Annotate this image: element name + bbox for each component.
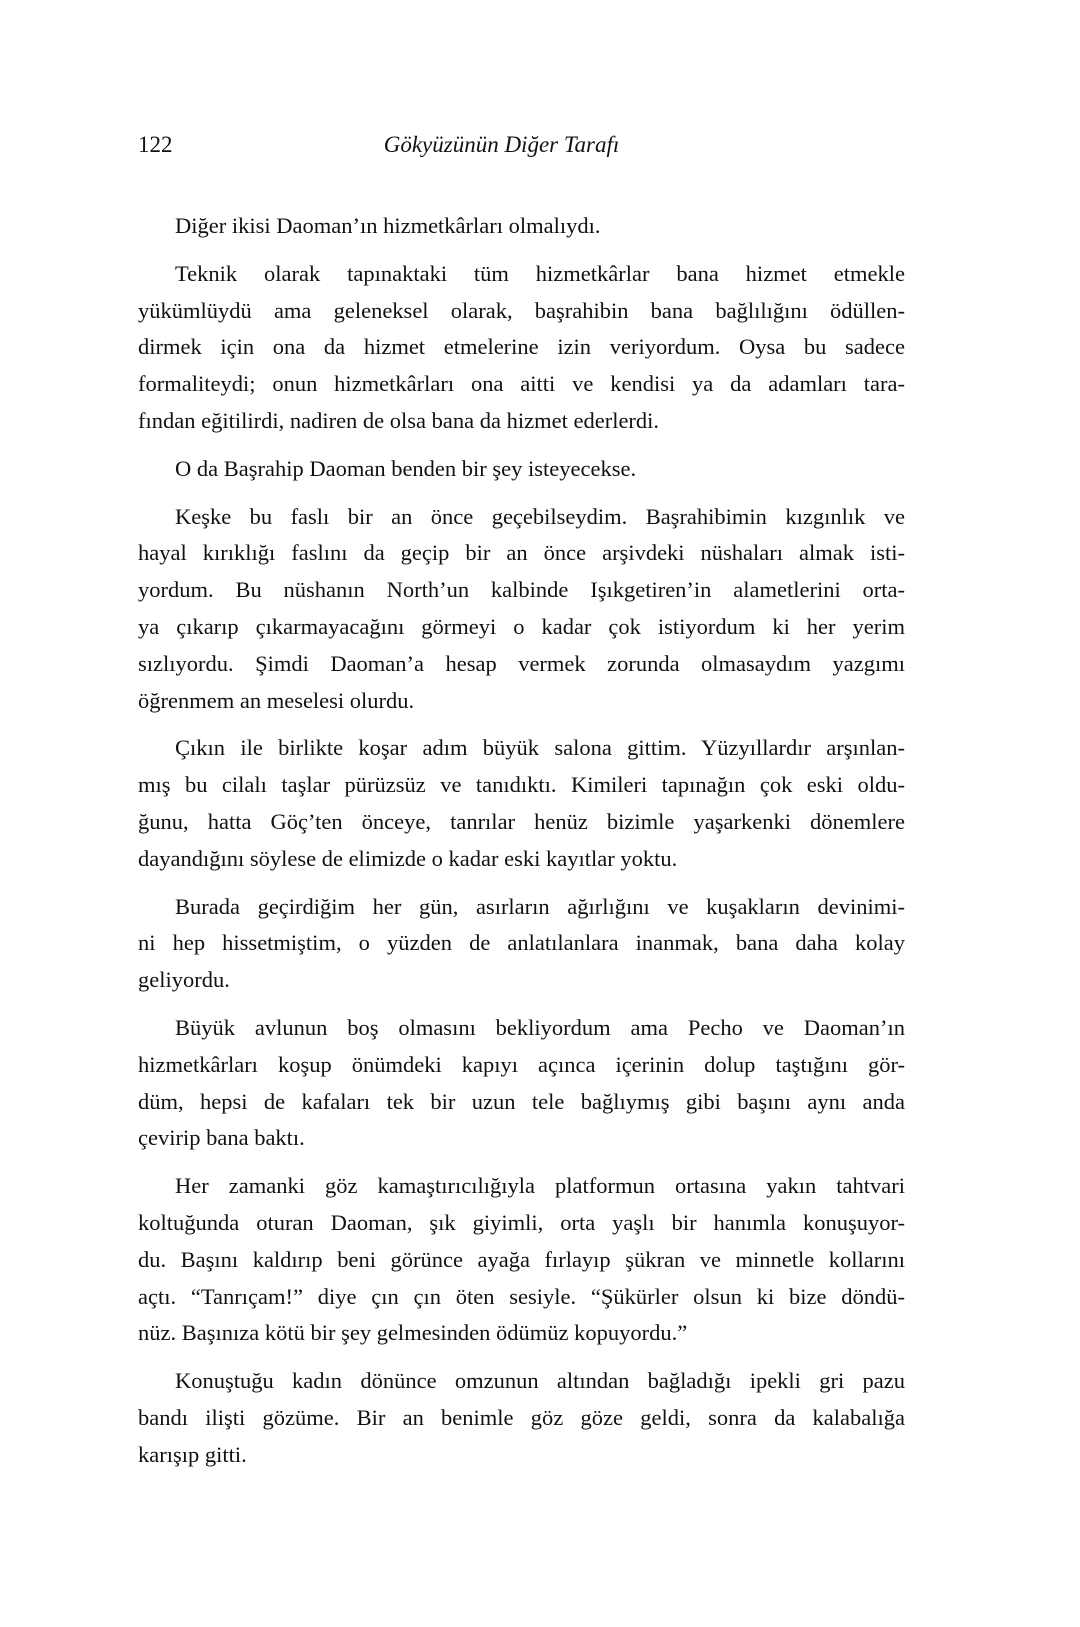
text-line: dirmek için ona da hizmet etmelerine izin veriyordum. Oysa bu sadece — [138, 334, 905, 360]
paragraph — [138, 208, 905, 245]
text-line: ğunu, hatta Göç’ten önceye, tanrılar henüz bizimle yaşarkenki dönemlere — [138, 808, 905, 834]
text-line: O da Başrahip Daoman benden bir şey isteyecekse. — [175, 455, 637, 481]
text-line: düm, hepsi de kafaları tek bir uzun tele bağlıymış gibi başını aynı anda — [138, 1088, 905, 1114]
paragraph — [138, 1010, 905, 1157]
text-line: yordum. Bu nüshanın North’un kalbinde Işıkgetiren’in alametlerini orta- — [138, 577, 905, 603]
paragraph — [138, 1168, 905, 1352]
text-line: öğrenmem an meselesi olurdu. — [138, 687, 415, 713]
text-line: karışıp gitti. — [138, 1441, 247, 1467]
paragraph — [138, 889, 905, 999]
text-line: mış bu cilalı taşlar pürüzsüz ve tanıdıktı. Kimileri tapınağın çok eski oldu- — [138, 772, 905, 798]
text-line: Teknik olarak tapınaktaki tüm hizmetkârlar bana hizmet etmekle — [175, 260, 905, 286]
text-line: geliyordu. — [138, 967, 230, 993]
paragraph — [138, 730, 905, 877]
text-line: Diğer ikisi Daoman’ın hizmetkârları olmalıydı. — [175, 213, 601, 238]
text-line: fından eğitilirdi, nadiren de olsa bana da hizmet ederlerdi. — [138, 407, 660, 433]
paragraph — [138, 499, 905, 720]
text-line: sızlıyordu. Şimdi Daoman’a hesap vermek zorunda olmasaydım yazgımı — [138, 650, 905, 676]
text-line: ya çıkarıp çıkarmayacağını görmeyi o kadar çok istiyordum ki her yerim — [138, 613, 905, 639]
text-line: yükümlüydü ama geleneksel olarak, başrahibin bana bağlılığını ödüllen- — [138, 297, 905, 323]
page-number: 122 — [138, 132, 173, 157]
text-line: nüz. Başınıza kötü bir şey gelmesinden ödümüz kopuyordu.” — [138, 1320, 688, 1346]
text-line: Konuştuğu kadın dönünce omzunun altından bağladığı ipekli gri pazu — [175, 1368, 905, 1394]
paragraph — [138, 1363, 905, 1473]
paragraph — [138, 451, 905, 488]
text-line: formaliteydi; onun hizmetkârları ona aitti ve kendisi ya da adamları tara- — [138, 371, 905, 397]
text-line: dayandığını söylese de elimizde o kadar eski kayıtlar yoktu. — [138, 845, 678, 871]
text-line: Çıkın ile birlikte koşar adım büyük salona gittim. Yüzyıllardır arşınlan- — [175, 735, 905, 761]
text-line: açtı. “Tanrıçam!” diye çın çın öten sesiyle. “Şükürler olsun ki bize döndü- — [138, 1283, 905, 1309]
body-text — [138, 208, 905, 1485]
text-line: hizmetkârları koşup önümdeki kapıyı açınca içerinin dolup taştığını gör- — [138, 1051, 905, 1077]
text-line: bandı ilişti gözüme. Bir an benimle göz göze geldi, sonra da kalabalığa — [138, 1404, 905, 1430]
paragraph — [138, 256, 905, 440]
running-header — [138, 132, 905, 164]
text-line: ni hep hissetmiştim, o yüzden de anlatılanlara inanmak, bana daha kolay — [138, 930, 905, 956]
text-line: hayal kırıklığı faslını da geçip bir an önce arşivdeki nüshaları almak isti- — [138, 540, 905, 566]
text-line: du. Başını kaldırıp beni görünce ayağa fırlayıp şükran ve minnetle kollarını — [138, 1246, 905, 1272]
text-line: Burada geçirdiğim her gün, asırların ağırlığını ve kuşakların devinimi- — [175, 893, 905, 919]
text-line: Her zamanki göz kamaştırıcılığıyla platformun ortasına yakın tahtvari — [175, 1173, 905, 1199]
text-line: çevirip bana baktı. — [138, 1125, 305, 1151]
running-title: Gökyüzünün Diğer Tarafı — [383, 132, 620, 157]
text-line: koltuğunda oturan Daoman, şık giyimli, orta yaşlı bir hanımla konuşuyor- — [138, 1209, 905, 1235]
text-line: Keşke bu faslı bir an önce geçebilseydim. Başrahibimin kızgınlık ve — [175, 503, 905, 529]
text-line: Büyük avlunun boş olmasını bekliyordum ama Pecho ve Daoman’ın — [175, 1014, 905, 1040]
